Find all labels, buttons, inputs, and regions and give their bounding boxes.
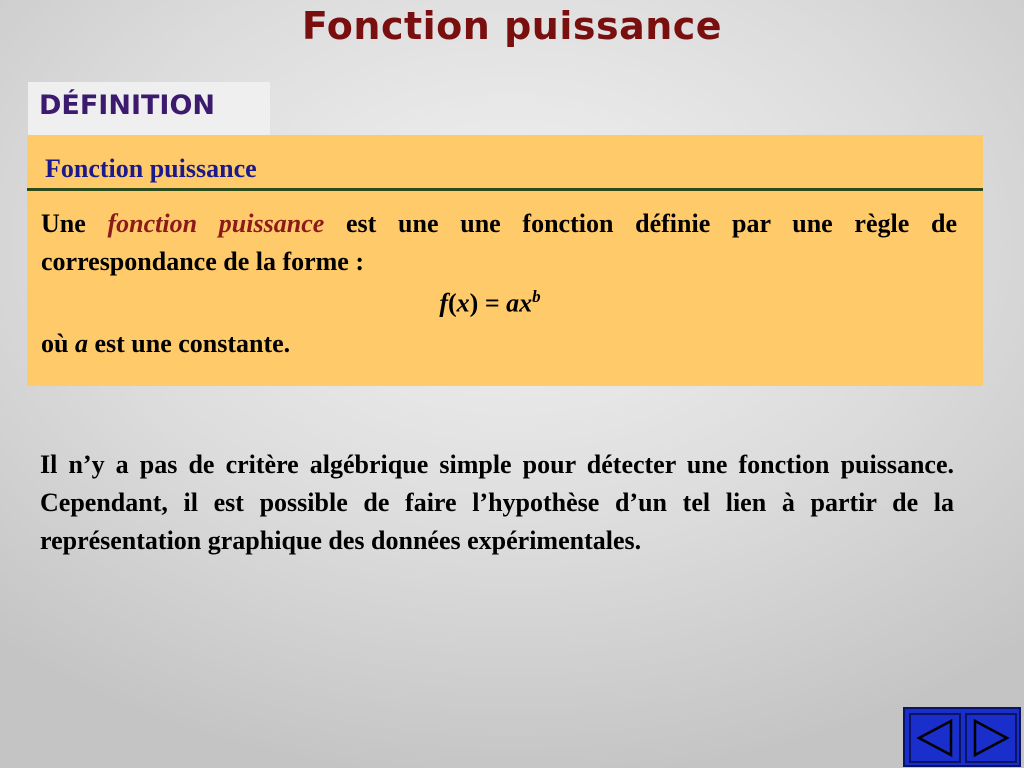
note-suffix: est une constante. — [87, 329, 291, 358]
definition-tab-label: DÉFINITION — [39, 90, 216, 121]
formula-x: x — [456, 288, 470, 318]
definition-note — [41, 329, 290, 359]
note-variable: a — [74, 329, 88, 358]
slide-navigation — [903, 707, 1021, 767]
next-slide-button[interactable] — [965, 713, 1017, 763]
formula-equals: ) = — [469, 288, 507, 318]
body-paragraph: Il n’y a pas de critère algébrique simple pour détecter une fonction puissance. Cependant, il est possible de faire l’hypothèse d’un tel lien à partir de la représentation graphique des données expérimentales. — [40, 450, 954, 555]
formula-exponent: b — [532, 287, 541, 306]
note-prefix: où — [41, 329, 75, 358]
formula-open-paren: ( — [448, 288, 457, 318]
page-title: Fonction puissance — [301, 4, 723, 48]
definition-text-start: Une — [41, 209, 108, 238]
definition-term: fonction puissance — [107, 209, 325, 238]
triangle-right-icon — [967, 715, 1015, 761]
definition-formula — [27, 287, 953, 319]
definition-text-end: est une une fonction définie par une règle de correspondance de la forme : — [41, 209, 958, 276]
definition-box — [27, 135, 983, 386]
definition-tab — [28, 82, 270, 136]
definition-text — [41, 205, 957, 281]
previous-slide-button[interactable] — [909, 713, 961, 763]
definition-divider — [27, 188, 983, 191]
triangle-left-icon — [911, 715, 959, 761]
formula-f: f — [439, 288, 448, 318]
formula-ax: ax — [506, 288, 533, 318]
definition-subtitle: Fonction puissance — [45, 154, 257, 183]
